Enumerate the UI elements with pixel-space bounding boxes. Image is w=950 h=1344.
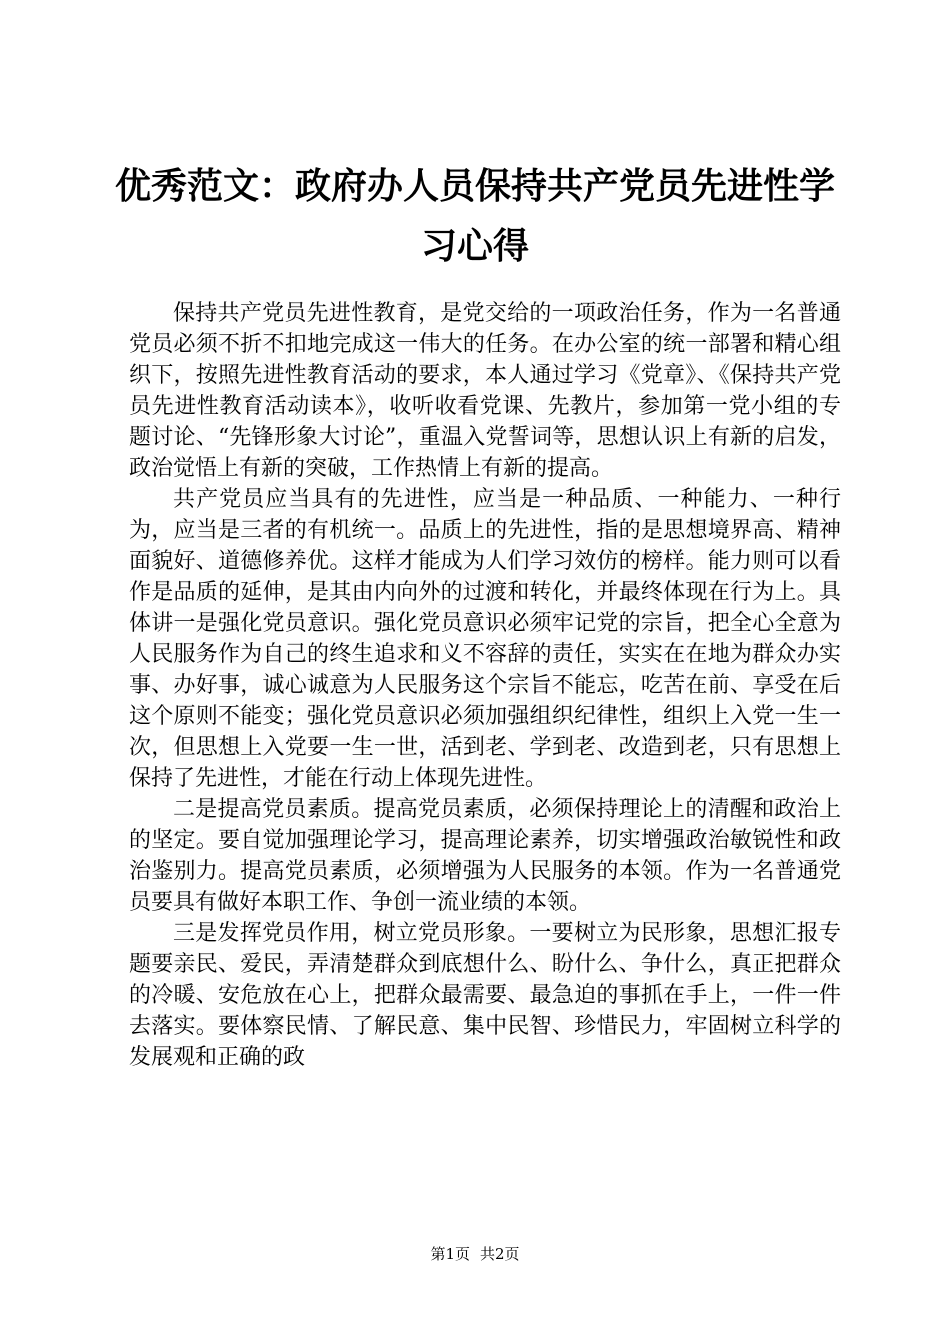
page-total: 共2页 (480, 1245, 520, 1263)
paragraph: 共产党员应当具有的先进性，应当是一种品质、一种能力、一种行为，应当是三者的有机统一。品质上的先进性，指的是思想境界高、精神面貌好、道德修养优。这样才能成为人们学习效仿的榜样。能力则可以看作是品质的延伸，是其由内向外的过渡和转化，并最终体现在行为上。具体讲一是强化党员意识。强化党员意识必须牢记党的宗旨，把全心全意为人民服务作为自己的终生追求和义不容辞的责任，实实在在地为群众办实事、办好事，诚心诚意为人民服务这个宗旨不能忘，吃苦在前、享受在后这个原则不能变；强化党员意识必须加强组织纪律性，组织上入党一生一次，但思想上入党要一生一世，活到老、学到老、改造到老，只有思想上保持了先进性，才能在行动上体现先进性。 (129, 487, 841, 791)
paragraph: 二是提高党员素质。提高党员素质，必须保持理论上的清醒和政治上的坚定。要自觉加强理论学习，提高理论素养，切实增强政治敏锐性和政治鉴别力。提高党员素质，必须增强为人民服务的本领。作为一名普通党员要具有做好本职工作、争创一流业绩的本领。 (129, 797, 841, 915)
document-body (129, 298, 841, 1073)
page-number: 第1页 (430, 1245, 470, 1263)
paragraph: 保持共产党员先进性教育，是党交给的一项政治任务，作为一名普通党员必须不折不扣地完成这一伟大的任务。在办公室的统一部署和精心组织下，按照先进性教育活动的要求，本人通过学习《党章》、《保持共产党员先进性教育活动读本》，收听收看党课、先教片，参加第一党小组的专题讨论、“先锋形象大讨论”，重温入党誓词等，思想认识上有新的启发，政治觉悟上有新的突破，工作热情上有新的提高。 (129, 301, 841, 481)
document-title: 优秀范文：政府办人员保持共产党员先进性学习心得 (114, 165, 835, 267)
page-footer (0, 1244, 950, 1264)
paragraph: 三是发挥党员作用，树立党员形象。一要树立为民形象，思想汇报专题要亲民、爱民，弄清楚群众到底想什么、盼什么、争什么，真正把群众的冷暖、安危放在心上，把群众最需要、最急迫的事抓在手上，一件一件去落实。要体察民情、了解民意、集中民智、珍惜民力，牢固树立科学的发展观和正确的政 (129, 921, 841, 1070)
